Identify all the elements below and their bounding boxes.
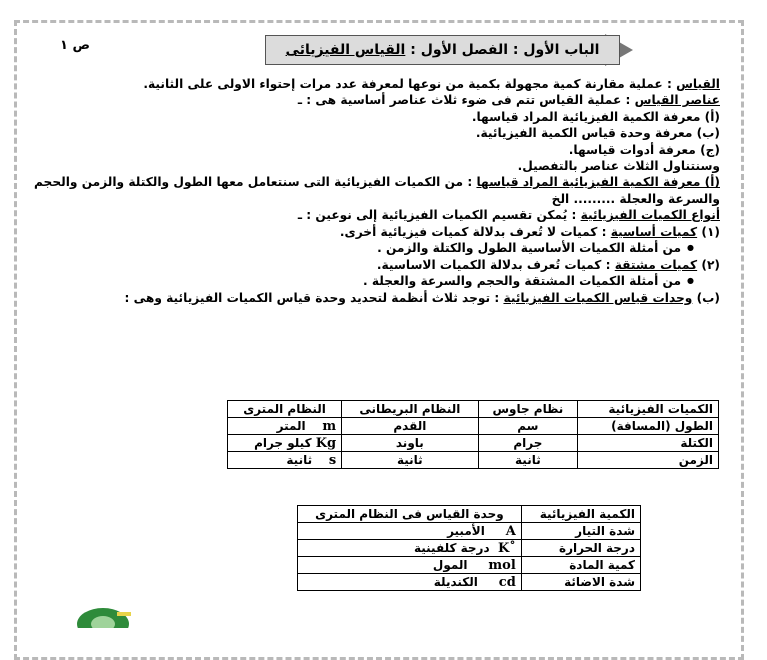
table-cell: درجة الحرارة bbox=[521, 540, 640, 557]
measuring-tape-icon bbox=[73, 598, 133, 628]
types-text: : يُمكن تقسيم الكميات الفيزيائية إلى نوعين : ـ bbox=[297, 208, 581, 223]
page-number: ص ١ bbox=[60, 38, 90, 53]
table-cell: الطول (المسافة) bbox=[578, 418, 719, 435]
table-cell: شدة التيار bbox=[521, 523, 640, 540]
table-row bbox=[298, 540, 641, 557]
unit-name: المتر bbox=[276, 418, 306, 433]
definition-measurement bbox=[30, 76, 720, 92]
table-cell bbox=[228, 435, 342, 452]
term-section-b: وحدات قياس الكميات الفيزيائية bbox=[503, 290, 693, 305]
type-basic-text: : كميات لا تُعرف بدلالة كميات فيزيائية أخرى. bbox=[339, 224, 611, 239]
unit-symbol: s bbox=[328, 452, 337, 468]
type-derived-number: (٢) bbox=[697, 257, 720, 272]
section-a-text: : من الكميات الفيزيائية التى سنتعامل معها الطول والكتلة والزمن والحجم bbox=[34, 175, 477, 190]
section-b-text: : توجد ثلاث أنظمة لتحديد وحدة قياس الكميات الفيزيائية وهى : bbox=[124, 290, 504, 305]
table-header: النظام المترى bbox=[228, 401, 342, 418]
section-b-number: (ب) bbox=[692, 290, 720, 305]
unit-symbol: mol bbox=[488, 557, 516, 573]
elements-intro bbox=[30, 92, 720, 108]
unit-symbol: A bbox=[505, 523, 516, 539]
table-header: النظام البريطانى bbox=[342, 401, 478, 418]
table-cell: ثانية bbox=[478, 452, 578, 469]
table-cell bbox=[228, 418, 342, 435]
element-a: (أ) معرفة الكمية الفيزيائية المراد قياسها. bbox=[471, 109, 720, 124]
table-row bbox=[228, 452, 719, 469]
table-row bbox=[298, 574, 641, 591]
table-header: نظام جاوس bbox=[478, 401, 578, 418]
table-cell: جرام bbox=[478, 435, 578, 452]
page-title bbox=[265, 35, 620, 65]
type-basic-number: (١) bbox=[697, 224, 720, 239]
list-item-derived-examples: ● من أمثلة الكميات المشتقة والحجم والسرعة والعجلة . bbox=[30, 273, 720, 290]
unit-symbol: cd bbox=[498, 574, 516, 590]
table-row bbox=[228, 418, 719, 435]
unit-name: درجة كلفينية bbox=[413, 540, 490, 555]
title-main: القياس الفيزيائى bbox=[285, 42, 406, 58]
type-derived bbox=[30, 257, 720, 273]
unit-symbol: ˚K bbox=[497, 540, 516, 556]
table-header-row bbox=[228, 401, 719, 418]
table-cell: سم bbox=[478, 418, 578, 435]
table-cell: ثانية bbox=[342, 452, 478, 469]
term-measurement: القياس bbox=[676, 77, 720, 91]
unit-name: المول bbox=[432, 557, 468, 572]
table-row bbox=[298, 557, 641, 574]
table-row bbox=[228, 435, 719, 452]
types-heading bbox=[30, 207, 720, 223]
unit-symbol: Kg bbox=[315, 435, 337, 451]
term-derived: كميات مشتقة bbox=[614, 257, 698, 272]
details-note: وسنتناول الثلاث عناصر بالتفصيل. bbox=[517, 159, 720, 174]
term-basic: كميات أساسية bbox=[610, 224, 698, 239]
section-a-continued: والسرعة والعجلة ......... الخ bbox=[551, 191, 720, 206]
table-cell bbox=[298, 557, 522, 574]
table-row bbox=[298, 523, 641, 540]
table-cell: شدة الاضائة bbox=[521, 574, 640, 591]
element-c: (ج) معرفة أدوات قياسها. bbox=[568, 142, 720, 157]
type-basic bbox=[30, 224, 720, 240]
document-body bbox=[30, 76, 720, 306]
table-header: وحدة القياس فى النظام المترى bbox=[298, 506, 522, 523]
table-cell: القدم bbox=[342, 418, 478, 435]
table-header: الكميات الفيزيائية bbox=[578, 401, 719, 418]
table-cell bbox=[298, 523, 522, 540]
definition-text: : عملية مقارنة كمية مجهولة بكمية من نوعها لمعرفة عدد مرات إحتواء الاولى على الثانية. bbox=[143, 77, 677, 91]
table-cell: الزمن bbox=[578, 452, 719, 469]
unit-name: ثانية bbox=[286, 452, 313, 467]
unit-name: الأمبير bbox=[447, 523, 485, 538]
term-elements: عناصر القياس bbox=[634, 93, 720, 108]
table-cell: باوند bbox=[342, 435, 478, 452]
list-item-basic-examples: ● من أمثلة الكميات الأساسية الطول والكتلة والزمن . bbox=[30, 240, 720, 257]
section-b-heading bbox=[30, 290, 720, 306]
type-derived-text: : كميات تُعرف بدلالة الكميات الاساسية. bbox=[376, 257, 615, 272]
unit-symbol: m bbox=[322, 418, 337, 434]
elements-text: : عملية القياس تتم فى ضوء ثلاث عناصر أساسية هى : ـ bbox=[297, 93, 635, 108]
table-cell: الكتلة bbox=[578, 435, 719, 452]
si-units-table bbox=[297, 505, 641, 591]
term-section-a: (أ) معرفة الكمية الفيزيائية المراد قياسها bbox=[476, 175, 720, 190]
table-header-row bbox=[298, 506, 641, 523]
table-cell: كمية المادة bbox=[521, 557, 640, 574]
table-cell bbox=[298, 540, 522, 557]
unit-name: كيلو جرام bbox=[254, 435, 312, 450]
section-a-heading bbox=[30, 174, 720, 190]
element-b: (ب) معرفة وحدة قياس الكمية الفيزيائية. bbox=[475, 126, 720, 141]
term-types: أنواع الكميات الفيزيائية bbox=[580, 208, 720, 223]
table-cell bbox=[228, 452, 342, 469]
unit-systems-table bbox=[227, 400, 719, 469]
table-cell bbox=[298, 574, 522, 591]
unit-name: الكنديلة bbox=[433, 574, 478, 589]
title-prefix: الباب الأول : الفصل الأول : bbox=[405, 42, 600, 58]
table-header: الكمية الفيزيائية bbox=[521, 506, 640, 523]
